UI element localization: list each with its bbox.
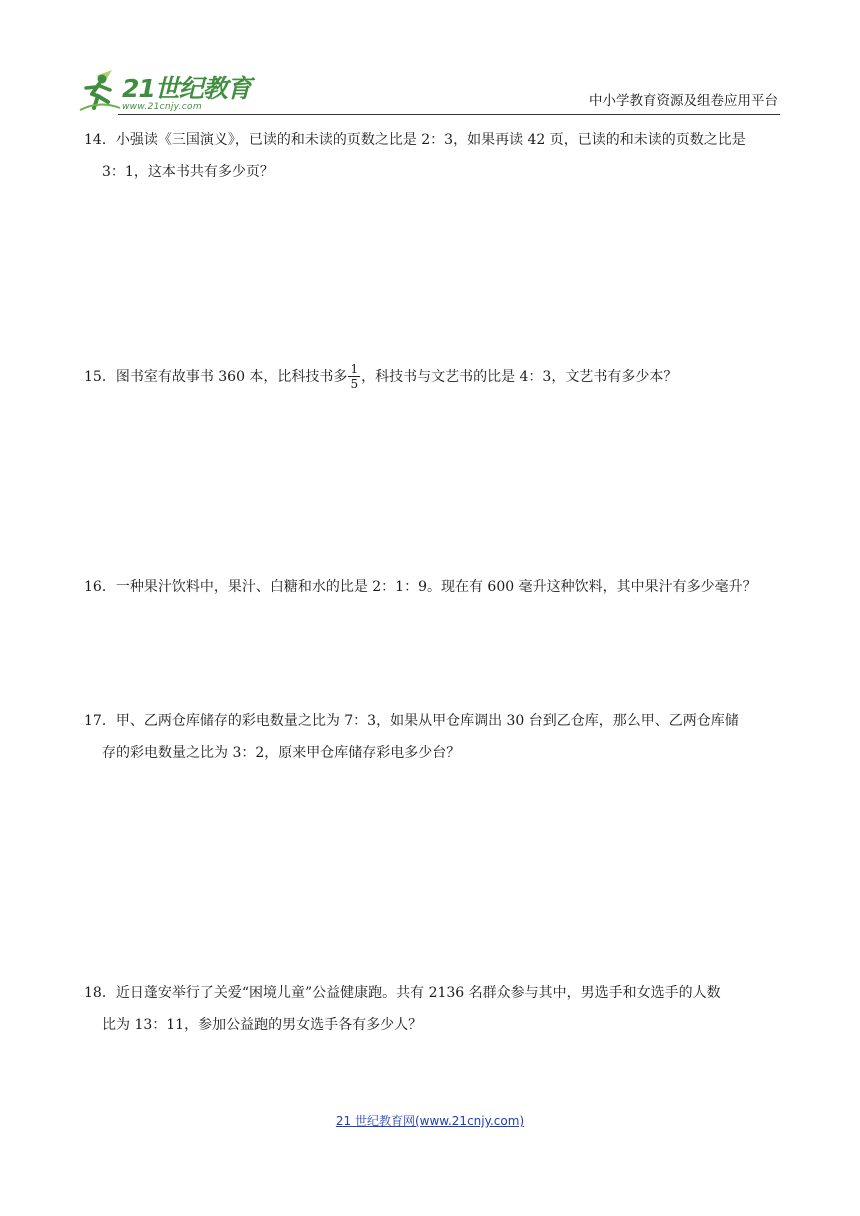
fraction-denominator: 5 xyxy=(350,376,359,391)
question-15 xyxy=(84,361,784,393)
fraction-numerator: 1 xyxy=(350,361,359,376)
question-17 xyxy=(84,705,784,769)
question-text-continued: 存的彩电数量之比为 3：2，原来甲仓库储存彩电多少台？ xyxy=(102,745,461,761)
site-logo[interactable] xyxy=(78,66,258,116)
question-18 xyxy=(84,977,784,1041)
question-text-after: ，科技书与文艺书的比是 4：3，文艺书有多少本？ xyxy=(361,369,678,385)
question-16 xyxy=(84,571,784,603)
page-footer xyxy=(0,1112,860,1129)
question-text: 18．近日蓬安举行了关爱“困境儿童”公益健康跑。共有 2136 名群众参与其中，男选手和女选手的人数 xyxy=(84,985,721,1001)
platform-title: 中小学教育资源及组卷应用平台 xyxy=(589,93,778,109)
question-text: 14．小强读《三国演义》，已读的和未读的页数之比是 2：3，如果再读 42 页，已读的和未读的页数之比是 xyxy=(84,132,746,148)
question-text xyxy=(84,361,784,393)
question-text: 16．一种果汁饮料中，果汁、白糖和水的比是 2：1：9。现在有 600 毫升这种饮料，其中果汁有多少毫升？ xyxy=(84,579,757,595)
question-text-before: 15．图书室有故事书 360 本，比科技书多 xyxy=(84,369,348,385)
question-text-continued: 比为 13：11，参加公益跑的男女选手各有多少人？ xyxy=(102,1017,423,1033)
running-figure-icon xyxy=(78,68,122,114)
fraction xyxy=(348,362,360,391)
logo-url: www.21cnjy.com xyxy=(122,102,202,112)
footer-link[interactable]: 21 世纪教育网(www.21cnjy.com) xyxy=(335,1114,525,1128)
question-14 xyxy=(84,124,784,188)
question-text: 17．甲、乙两仓库储存的彩电数量之比为 7：3，如果从甲仓库调出 30 台到乙仓库，那么甲、乙两仓库储 xyxy=(84,713,739,729)
header-divider xyxy=(118,114,780,115)
logo-wordmark: 21世纪教育 xyxy=(122,74,251,103)
question-text-continued: 3：1，这本书共有多少页？ xyxy=(102,164,274,180)
page-header xyxy=(78,66,780,116)
